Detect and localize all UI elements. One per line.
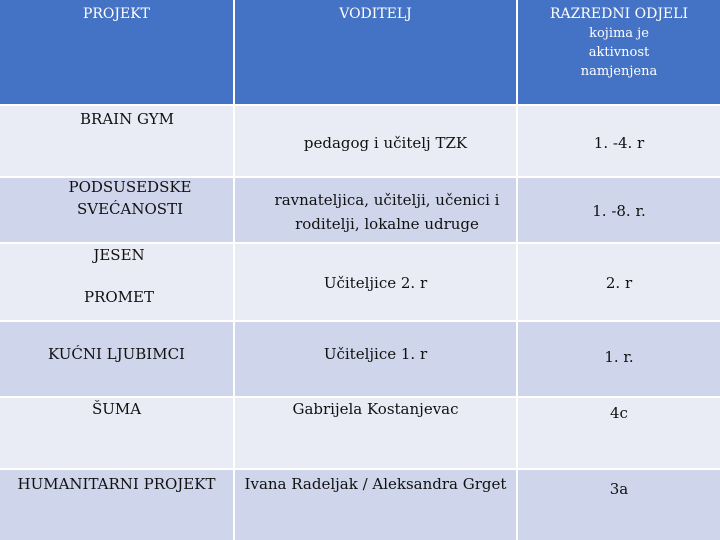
row5-projekt: ŠUMA <box>91 400 142 418</box>
row3-projekt: JESEN <box>93 246 145 264</box>
row3-projekt2: PROMET <box>84 288 154 306</box>
row5-voditelj: Gabrijela Kostanjevac <box>292 400 459 418</box>
header-projekt <box>0 0 233 104</box>
row4-razred: 1. r. <box>604 348 634 366</box>
header-voditelj <box>235 0 516 104</box>
row4-voditelj: Učiteljice 1. r <box>323 345 428 363</box>
row4-projekt: KUĆNI LJUBIMCI <box>48 345 185 363</box>
row1-voditelj: pedagog i učitelj TZK <box>303 134 468 152</box>
row2-projekt: PODSUSEDSKE SVEĆANOSTI <box>68 178 192 218</box>
header-projekt-label: PROJEKT <box>82 6 151 22</box>
row6-projekt: HUMANITARNI PROJEKT <box>17 475 216 493</box>
row1-projekt: BRAIN GYM <box>80 110 174 128</box>
row3-voditelj: Učiteljice 2. r <box>323 274 428 292</box>
row2-voditelj: ravnateljica, učitelji, učenici i roditelji, lokalne udruge <box>274 191 500 233</box>
row3-razred: 2. r <box>605 274 633 292</box>
row1-razred: 1. -4. r <box>593 134 645 152</box>
header-razredni-label: RAZREDNI ODJELI <box>550 6 688 22</box>
header-razredni <box>518 0 720 104</box>
row2-razred: 1. -8. r. <box>592 202 646 220</box>
row6-voditelj: Ivana Radeljak / Aleksandra Grget <box>244 475 507 493</box>
header-razredni-sublabel: kojima je aktivnost namjenjena <box>580 26 658 79</box>
header-voditelj-label: VODITELJ <box>339 6 412 22</box>
row6-razred: 3a <box>609 480 629 498</box>
row5-razred: 4c <box>610 404 628 422</box>
